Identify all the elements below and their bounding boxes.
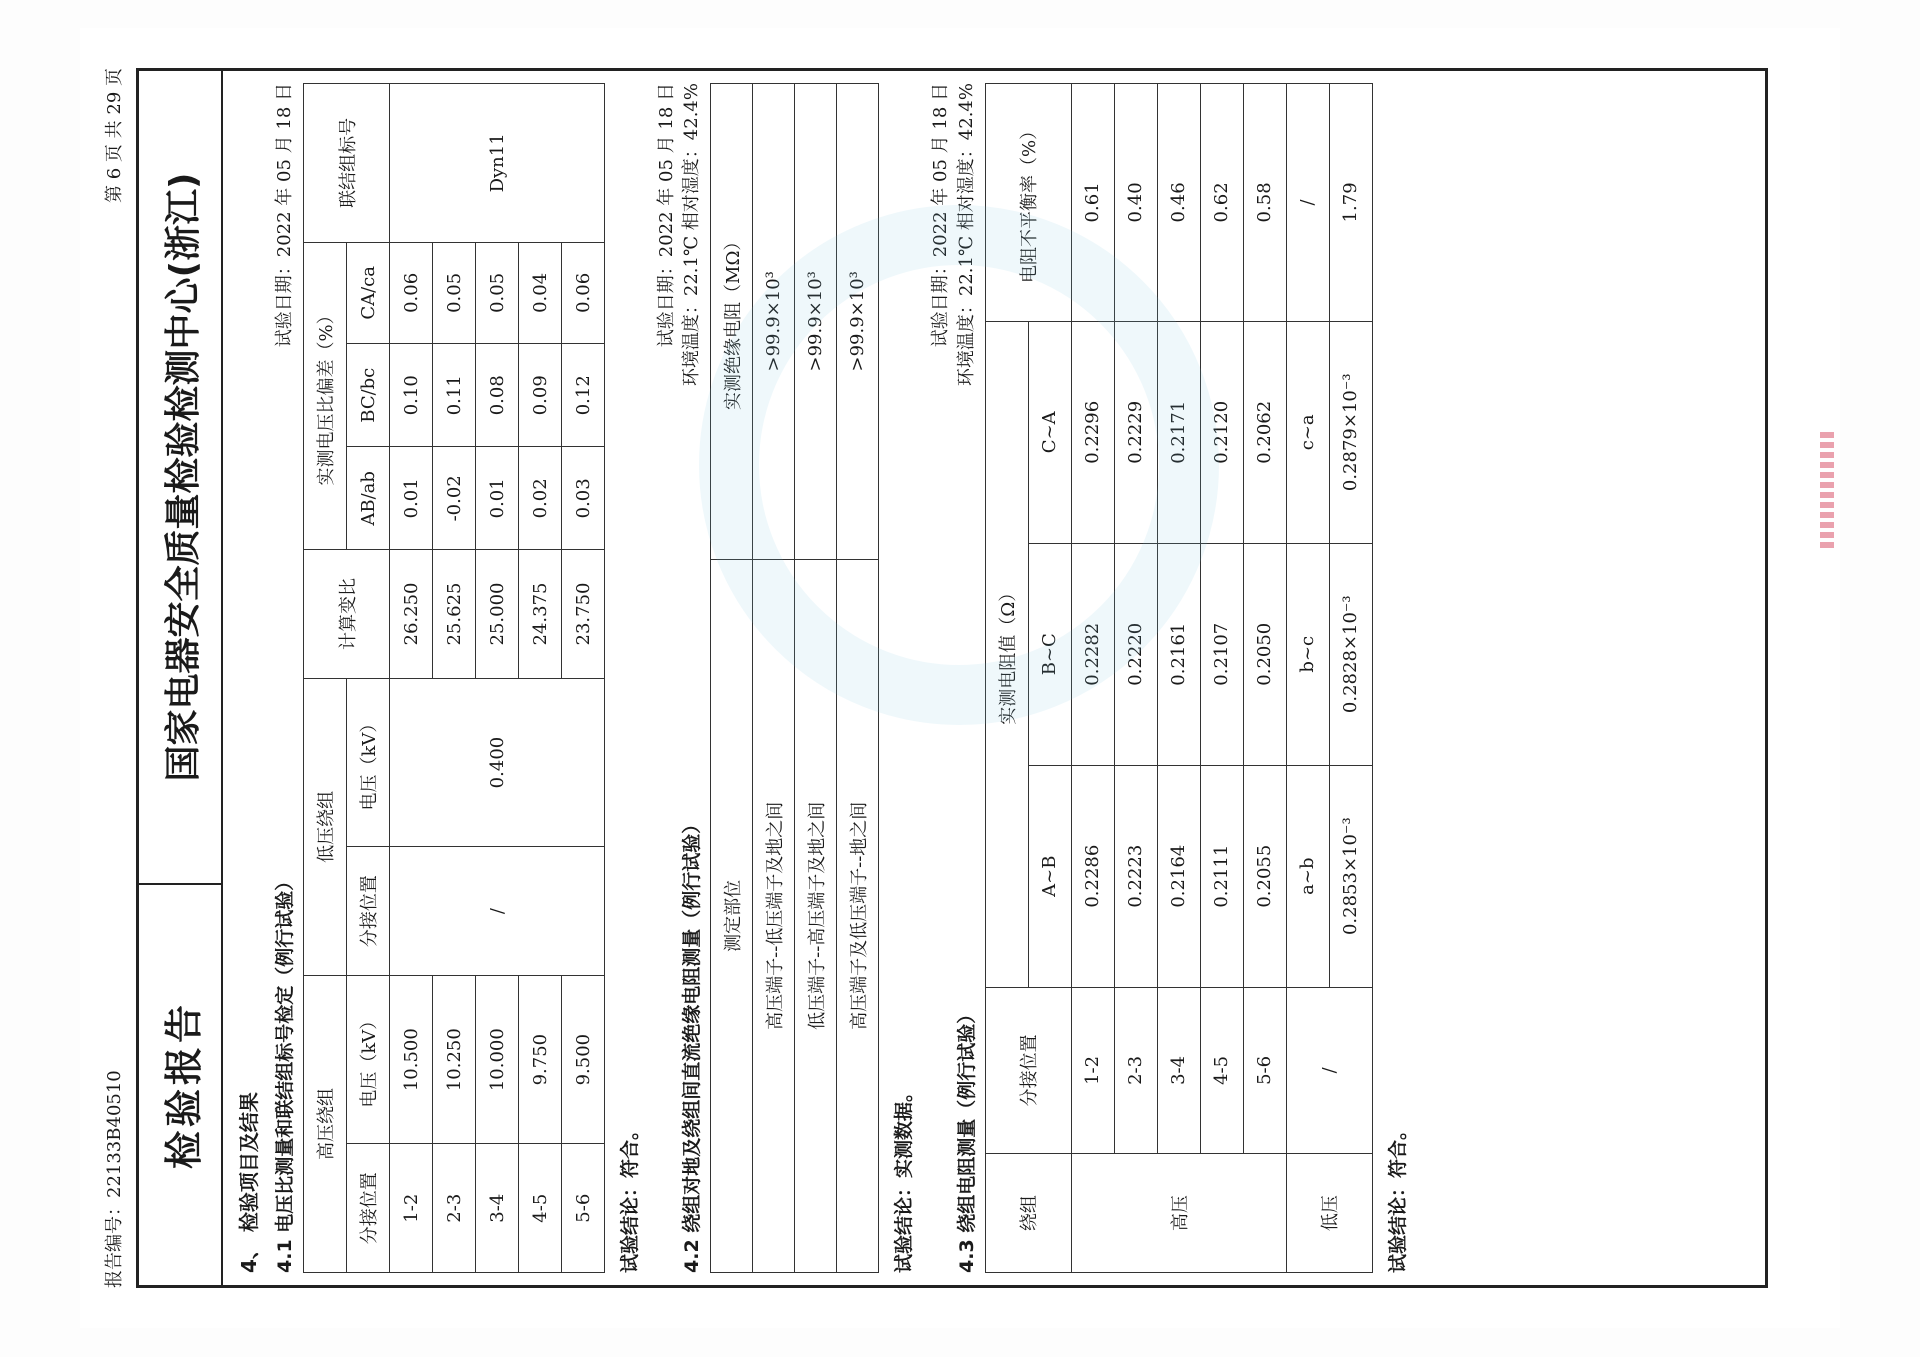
part-cell: 高压端子及低压端子--地之间: [837, 559, 879, 1272]
ca-cell: 0.05: [433, 242, 476, 343]
table-header-row: [304, 84, 347, 1273]
table-row: [753, 84, 795, 1273]
bc-lv-header: b~c: [1286, 543, 1329, 765]
tap-cell: /: [1286, 987, 1372, 1153]
ca-header: CA/ca: [347, 242, 390, 343]
s43-conclusion: 试验结论：符合。: [1386, 1120, 1409, 1273]
ab-cell: -0.02: [433, 447, 476, 550]
ratio-cell: 23.750: [562, 550, 605, 679]
deviation-header: 实测电压比偏差（%）: [304, 242, 347, 549]
part-cell: 低压端子--高压端子及地之间: [795, 559, 837, 1272]
hv-voltage-cell: 10.250: [433, 975, 476, 1144]
ab-cell: 0.2111: [1200, 765, 1243, 987]
winding-header: 绕组: [985, 1154, 1071, 1273]
s41-test-date: 试验日期：2022 年 05 月 18 日: [273, 83, 295, 348]
s43-environment: 环境温度：22.1℃ 相对湿度：42.4%: [955, 83, 977, 387]
tap-cell: 2-3: [1114, 987, 1157, 1153]
ca-cell: 0.04: [519, 242, 562, 343]
unbalance-cell: 0.40: [1114, 84, 1157, 322]
tap-cell: 1-2: [390, 1144, 433, 1273]
bc-cell: 0.11: [433, 343, 476, 447]
insulation-value-cell: >99.9×10³: [753, 84, 795, 560]
ab-cell: 0.2055: [1243, 765, 1286, 987]
table-header-row: [347, 84, 390, 1273]
unbalance-cell: 0.61: [1071, 84, 1114, 322]
lv-tap-cell: /: [390, 847, 605, 976]
ca-cell: 0.06: [390, 242, 433, 343]
table-row: [1243, 84, 1286, 1273]
hv-voltage-cell: 10.000: [476, 975, 519, 1144]
bc-cell: 0.2828×10⁻³: [1329, 543, 1372, 765]
watermark-logo: [699, 205, 1219, 725]
table-row: [1157, 84, 1200, 1273]
ratio-cell: 25.000: [476, 550, 519, 679]
ca-cell: 0.2120: [1200, 321, 1243, 543]
hv-voltage-header: 电压（kV）: [347, 975, 390, 1144]
report-page: [80, 28, 1840, 1328]
s42-heading-row: [654, 83, 704, 1273]
report-number: 报告编号：22133B40510: [104, 1070, 125, 1288]
ab-cell: 0.2164: [1157, 765, 1200, 987]
ab-cell: 0.2223: [1114, 765, 1157, 987]
ca-header: C~A: [1028, 321, 1071, 543]
vector-group-cell: Dyn11: [390, 84, 605, 243]
bc-cell: 0.12: [562, 343, 605, 447]
lv-voltage-cell: 0.400: [390, 678, 605, 847]
lv-voltage-header: 电压（kV）: [347, 678, 390, 847]
tap-header: 分接位置: [985, 987, 1071, 1153]
s42-conclusion: 试验结论：实测数据。: [893, 1082, 916, 1273]
voltage-ratio-table: [303, 83, 605, 1273]
lv-unbalance-header: /: [1286, 84, 1329, 322]
bc-cell: 0.2050: [1243, 543, 1286, 765]
measured-header: 实测电阻值（Ω）: [985, 321, 1028, 987]
table-row: [519, 84, 562, 1273]
bc-cell: 0.2107: [1200, 543, 1243, 765]
ab-lv-header: a~b: [1286, 765, 1329, 987]
calc-ratio-header: 计算变比: [304, 550, 390, 679]
ca-cell: 0.2062: [1243, 321, 1286, 543]
lv-winding-header: 低压绕组: [304, 678, 347, 975]
ratio-cell: 25.625: [433, 550, 476, 679]
report-title: 检验报告: [139, 883, 221, 1285]
lv-label-cell: 低压: [1286, 1154, 1372, 1273]
vector-group-header: 联结组标号: [304, 84, 390, 243]
page-indicator: 第 6 页 共 29 页: [104, 68, 125, 203]
s41-conclusion: 试验结论：符合。: [619, 1120, 641, 1273]
tap-cell: 3-4: [1157, 987, 1200, 1153]
ab-cell: 0.03: [562, 447, 605, 550]
bc-cell: 0.2282: [1071, 543, 1114, 765]
tap-cell: 3-4: [476, 1144, 519, 1273]
section-heading: 4、 检验项目及结果: [237, 1092, 261, 1273]
tap-cell: 2-3: [433, 1144, 476, 1273]
table-row: [1200, 84, 1243, 1273]
ratio-cell: 24.375: [519, 550, 562, 679]
s41-title: 4.1 电压比测量和联结组标号检定（例行试验）: [274, 871, 296, 1273]
tap-cell: 5-6: [562, 1144, 605, 1273]
s42-test-date: 试验日期：2022 年 05 月 18 日: [656, 83, 677, 348]
insulation-value-cell: >99.9×10³: [795, 84, 837, 560]
tap-cell: 4-5: [519, 1144, 562, 1273]
s42-title: 4.2 绕组对地及绕组间直流绝缘电阻测量（例行试验）: [681, 814, 704, 1273]
ab-cell: 0.01: [476, 447, 519, 550]
unbalance-cell: 1.79: [1329, 84, 1372, 322]
part-cell: 高压端子--低压端子及地之间: [753, 559, 795, 1272]
unbalance-cell: 0.58: [1243, 84, 1286, 322]
bc-cell: 0.2220: [1114, 543, 1157, 765]
report-frame: [136, 68, 1768, 1288]
bc-cell: 0.2161: [1157, 543, 1200, 765]
s43-test-date: 试验日期：2022 年 05 月 18 日: [930, 83, 952, 348]
ab-header: A~B: [1028, 765, 1071, 987]
ab-header: AB/ab: [347, 447, 390, 550]
hv-voltage-cell: 9.500: [562, 975, 605, 1144]
insulation-value-header: 实测绝缘电阻（MΩ）: [711, 84, 753, 560]
ca-cell: 0.05: [476, 242, 519, 343]
ca-cell: 0.2229: [1114, 321, 1157, 543]
hv-label-cell: 高压: [1071, 1154, 1286, 1273]
ca-cell: 0.2879×10⁻³: [1329, 321, 1372, 543]
ca-lv-header: c~a: [1286, 321, 1329, 543]
tap-cell: 5-6: [1243, 987, 1286, 1153]
bc-cell: 0.09: [519, 343, 562, 447]
unbalance-cell: 0.46: [1157, 84, 1200, 322]
table-header-row: [711, 84, 753, 1273]
unbalance-cell: 0.62: [1200, 84, 1243, 322]
bc-header: B~C: [1028, 543, 1071, 765]
unbalance-header: 电阻不平衡率（%）: [985, 84, 1071, 322]
lv-tap-header: 分接位置: [347, 847, 390, 976]
hv-voltage-cell: 9.750: [519, 975, 562, 1144]
s41-heading-row: [270, 83, 297, 1273]
ab-cell: 0.01: [390, 447, 433, 550]
tap-cell: 1-2: [1071, 987, 1114, 1153]
s43-title: 4.3 绕组电阻测量（例行试验）: [955, 1004, 978, 1273]
table-row: [562, 84, 605, 1273]
hv-tap-header: 分接位置: [347, 1144, 390, 1273]
table-row: [390, 84, 433, 1273]
table-row: [433, 84, 476, 1273]
hv-winding-header: 高压绕组: [304, 975, 347, 1272]
ratio-cell: 26.250: [390, 550, 433, 679]
ca-cell: 0.2296: [1071, 321, 1114, 543]
ab-cell: 0.2853×10⁻³: [1329, 765, 1372, 987]
tap-cell: 4-5: [1200, 987, 1243, 1153]
ca-cell: 0.06: [562, 242, 605, 343]
ab-cell: 0.02: [519, 447, 562, 550]
bc-cell: 0.10: [390, 343, 433, 447]
bc-cell: 0.08: [476, 343, 519, 447]
seal-stamp: [1820, 428, 1834, 548]
part-header: 测定部位: [711, 559, 753, 1272]
hv-voltage-cell: 10.500: [390, 975, 433, 1144]
ca-cell: 0.2171: [1157, 321, 1200, 543]
title-bar: [139, 71, 223, 1285]
s42-environment: 环境温度：22.1℃ 相对湿度：42.4%: [681, 83, 703, 387]
table-row: [1286, 84, 1329, 1273]
s42-meta: [654, 83, 704, 386]
bc-header: BC/bc: [347, 343, 390, 447]
insulation-value-cell: >99.9×10³: [837, 84, 879, 560]
ab-cell: 0.2286: [1071, 765, 1114, 987]
table-row: [476, 84, 519, 1273]
organization-name: 国家电器安全质量检验检测中心(浙江): [162, 172, 204, 782]
